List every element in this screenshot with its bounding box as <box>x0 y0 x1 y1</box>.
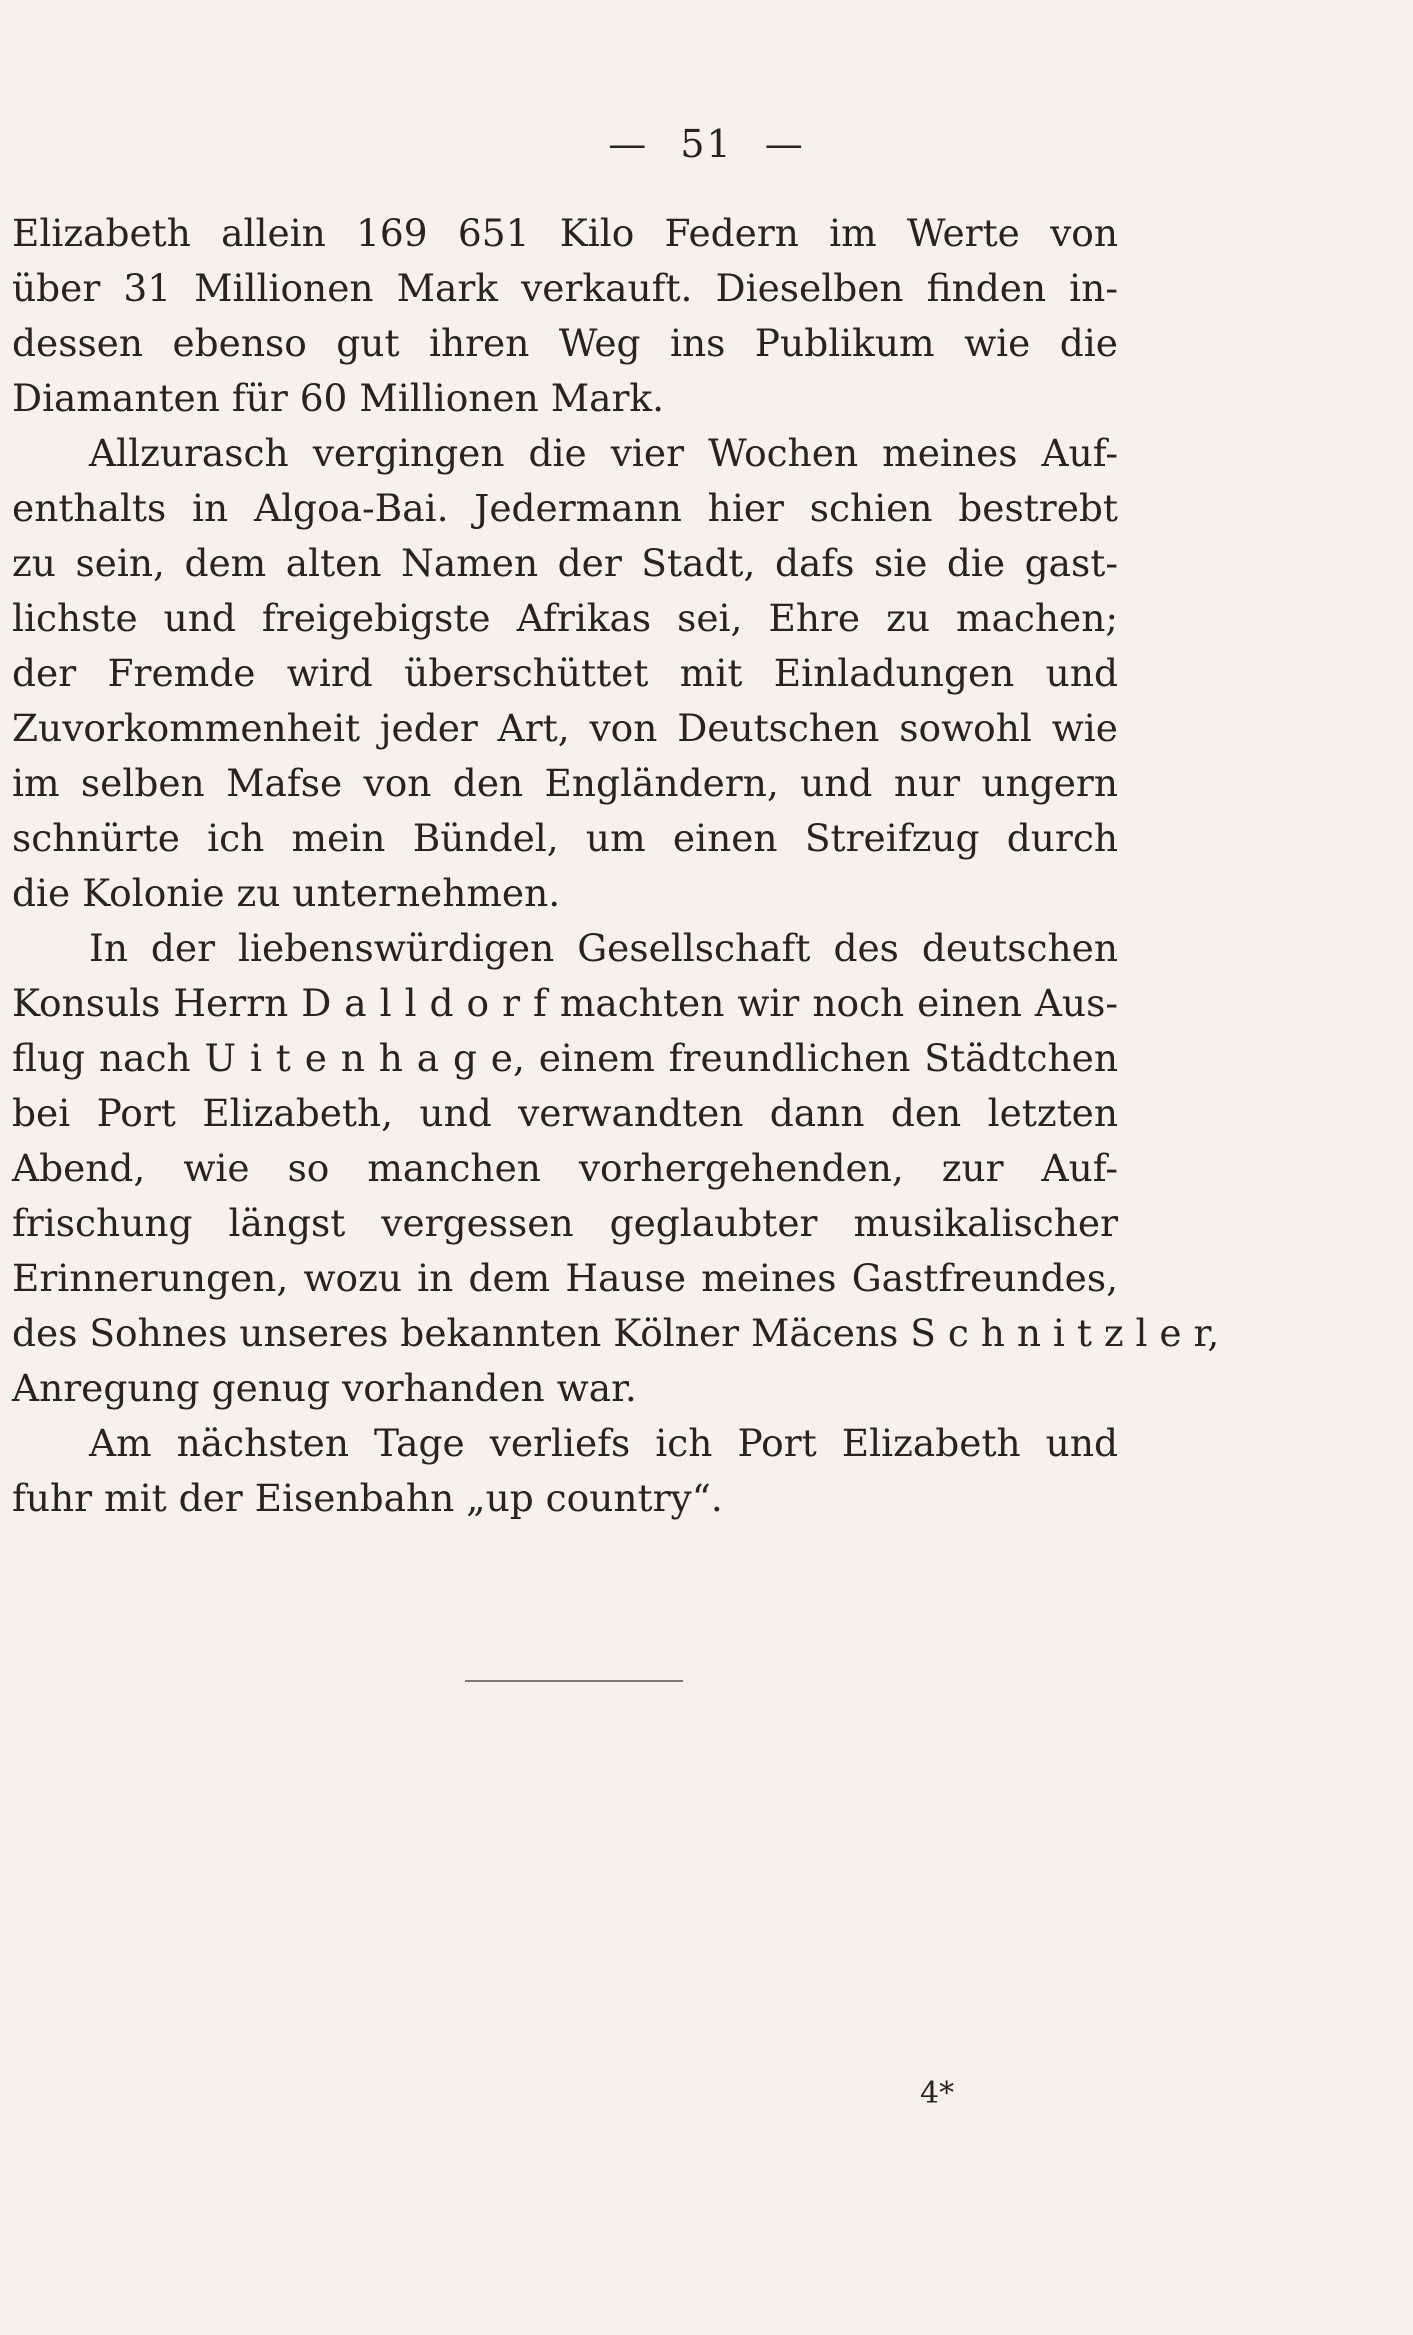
text-line: fuhr mit der Eisenbahn „up country“. <box>12 1476 723 1520</box>
paragraph <box>12 1416 1118 1526</box>
text-line: Diamanten für 60 Millionen Mark. <box>12 376 665 420</box>
text-line: der Fremde wird überschüttet mit Einladungen und <box>12 651 1118 695</box>
text-line: bei Port Elizabeth, und verwandten dann den letzten <box>12 1091 1118 1135</box>
page-number: — 51 — <box>608 122 805 166</box>
text-line: Elizabeth allein 169 651 Kilo Federn im Werte von <box>12 211 1118 255</box>
text-line: Erinnerungen, wozu in dem Hause meines Gastfreundes, <box>12 1256 1118 1300</box>
text-line: Allzurasch vergingen die vier Wochen meines Auf- <box>89 431 1118 475</box>
section-divider <box>465 1680 683 1682</box>
text-line: zu sein, dem alten Namen der Stadt, dafs sie die gast- <box>12 541 1118 585</box>
text-line: Zuvorkommenheit jeder Art, von Deutschen sowohl wie <box>12 706 1118 750</box>
text-line: lichste und freigebigste Afrikas sei, Ehre zu machen; <box>12 596 1118 640</box>
paragraph <box>12 206 1118 426</box>
text-line: Konsuls Herrn D a l l d o r f machten wir noch einen Aus- <box>12 981 1118 1025</box>
text-line: In der liebenswürdigen Gesellschaft des deutschen <box>89 926 1118 970</box>
text-line: die Kolonie zu unternehmen. <box>12 871 561 915</box>
text-line: Anregung genug vorhanden war. <box>12 1366 637 1410</box>
paragraph <box>12 921 1220 1416</box>
text-line: Abend, wie so manchen vorhergehenden, zur Auf- <box>12 1146 1118 1190</box>
text-line: des Sohnes unseres bekannten Kölner Mäcens S c h n i t z l e r, <box>12 1311 1220 1355</box>
text-line: flug nach U i t e n h a g e, einem freundlichen Städtchen <box>12 1036 1118 1080</box>
text-line: enthalts in Algoa-Bai. Jedermann hier schien bestrebt <box>12 486 1118 530</box>
text-line: schnürte ich mein Bündel, um einen Streifzug durch <box>12 816 1118 860</box>
paragraph <box>12 426 1118 921</box>
text-line: dessen ebenso gut ihren Weg ins Publikum wie die <box>12 321 1118 365</box>
text-line: im selben Mafse von den Engländern, und nur ungern <box>12 761 1118 805</box>
text-line: über 31 Millionen Mark verkauft. Dieselben finden in- <box>12 266 1118 310</box>
text-line: frischung längst vergessen geglaubter musikalischer <box>12 1201 1118 1245</box>
signature-mark: 4* <box>920 2076 955 2111</box>
body-text <box>12 206 1220 1526</box>
text-line: Am nächsten Tage verliefs ich Port Elizabeth und <box>89 1421 1118 1465</box>
